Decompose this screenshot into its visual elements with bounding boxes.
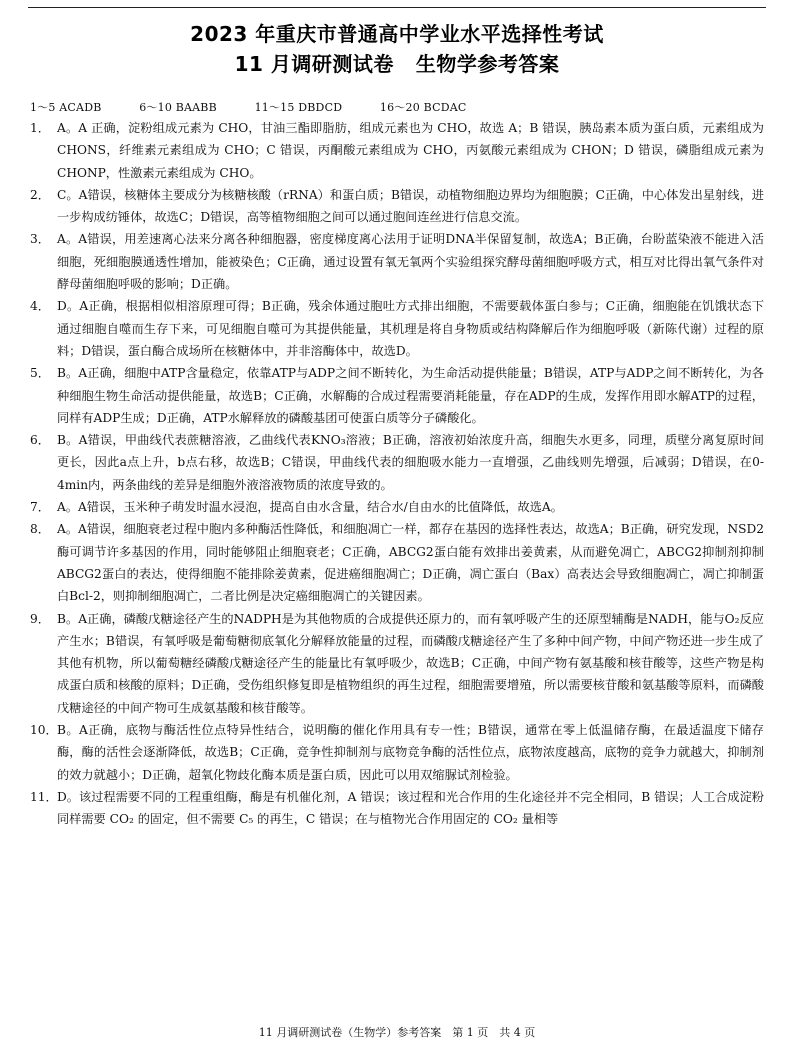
item-number: 8． [30, 522, 50, 537]
answer-item [30, 518, 764, 607]
answer-key-group: 6～10 BAABB [139, 101, 217, 114]
answer-item [30, 608, 764, 719]
item-text: A。A错误，细胞衰老过程中胞内多种酶活性降低，和细胞凋亡一样，都存在基因的选择性表达，故选A；B正确，研究发现，NSD2酶可调节许多基因的作用，同时能够阻止细胞衰老；C正确，ABCG2蛋白能有效排出姜黄素，从而避免凋亡，ABCG2抑制剂抑制ABCG2蛋白的表达，使得细胞不能排除姜黄素，促进癌细胞凋亡；D正确，凋亡蛋白（Bax）高表达会导致细胞凋亡，凋亡抑制蛋白Bcl-2，则抑制细胞凋亡，二者比例是决定癌细胞凋亡的关键因素。 [57, 522, 764, 604]
item-text: D。A正确，根据相似相溶原理可得；B正确，残余体通过胞吐方式排出细胞，不需要载体蛋白参与；C正确，细胞能在饥饿状态下通过细胞自噬而生存下来，可见细胞自噬可为其提供能量，其机理是将自身物质或结构降解后作为细胞呼吸（新陈代谢）过程的原料；D错误，蛋白酶合成场所在核糖体中，并非溶酶体中，故选D。 [57, 299, 764, 358]
exam-subtitle [0, 48, 794, 77]
subtitle-part-2: 生物学参考答案 [415, 52, 560, 76]
item-number: 10． [30, 723, 58, 738]
item-text: B。A正确，底物与酶活性位点特异性结合，说明酶的催化作用具有专一性；B错误，通常在零上低温储存酶，在最适温度下储存酶，酶的活性会逐渐降低，故选B；C正确，竞争性抑制剂与底物竞争酶的活性位点，底物浓度越高，底物的竞争力就越大，抑制剂的效力就越小；D正确，超氧化物歧化酶本质是蛋白质，因此可以用双缩脲试剂检验。 [57, 723, 764, 782]
answer-item [30, 295, 764, 362]
exam-title: 2023 年重庆市普通高中学业水平选择性考试 [190, 22, 604, 46]
item-number: 3． [30, 232, 50, 247]
answer-explanations [30, 117, 764, 831]
top-rule [28, 7, 766, 8]
item-text: C。A错误，核糖体主要成分为核糖核酸（rRNA）和蛋白质；B错误，动植物细胞边界均为细胞膜；C正确，中心体发出星射线，进一步构成纺锤体，故选C；D错误，高等植物细胞之间可以通过胞间连丝进行信息交流。 [57, 187, 764, 225]
answer-key-group: 11～15 DBDCD [254, 101, 343, 114]
subtitle-part-1: 11 月调研测试卷 [234, 52, 394, 76]
item-number: 2． [30, 187, 50, 202]
item-text: A。A错误，用差速离心法来分离各种细胞器，密度梯度离心法用于证明DNA半保留复制，故选A；B正确，台盼蓝染液不能进入活细胞，死细胞膜通透性增加，能被染色；C正确，通过设置有氧无氧两个实验组探究酵母菌细胞呼吸方式，相互对比得出氧气条件对酵母菌细胞呼吸的影响；D正确。 [57, 232, 764, 292]
answer-item [30, 184, 764, 229]
answer-item [30, 496, 764, 518]
page-footer: 11 月调研测试卷（生物学）参考答案 第 1 页 共 4 页 [258, 1026, 536, 1039]
answer-item [30, 429, 764, 496]
answer-key-group: 1～5 ACADB [30, 101, 102, 114]
item-number: 1． [30, 121, 50, 135]
item-text: A。A 正确，淀粉组成元素为 CHO，甘油三酯即脂肪，组成元素也为 CHO，故选 A；B 错误，胰岛素本质为蛋白质，元素组成为 CHONS，纤维素元素组成为 CHO；C 错误，丙酮酸元素组成为 CHO，丙氨酸元素组成为 CHON；D 错误，磷脂组成元素为 CHONP，性激素元素组成为 CHO。 [57, 121, 764, 180]
item-text: B。A正确，细胞中ATP含量稳定，依靠ATP与ADP之间不断转化，为生命活动提供能量；B错误，ATP与ADP之间不断转化，为各种细胞生物生命活动提供能量，故选B；C正确，水解酶的合成过程需要消耗能量，存在ADP的生成，发挥作用即水解ATP的过程，同样有ADP生成；D正确，ATP水解释放的磷酸基团可使蛋白质等分子磷酸化。 [57, 366, 764, 425]
item-number: 7． [30, 500, 50, 515]
item-number: 5． [30, 366, 50, 381]
answer-item [30, 362, 764, 429]
answer-item [30, 117, 764, 184]
answer-key-group: 16～20 BCDAC [379, 101, 467, 114]
answer-key-row [30, 99, 501, 115]
answer-item [30, 719, 764, 786]
item-text: B。A错误，甲曲线代表蔗糖溶液，乙曲线代表KNO₃溶液；B正确，溶液初始浓度升高，细胞失水更多，同理，质壁分离复原时间更长，因此a点上升，b点右移，故选B；C错误，甲曲线代表的细胞吸水能力一直增强，乙曲线则先增强，后减弱；D错误，在0-4min内，两条曲线的差异是细胞外液溶液物质的浓度导致的。 [57, 433, 764, 492]
item-number: 11． [30, 789, 58, 804]
item-number: 9． [30, 611, 50, 626]
answer-item [30, 786, 764, 831]
item-text: A。A错误，玉米种子萌发时温水浸泡，提高自由水含量，结合水/自由水的比值降低，故选A。 [57, 500, 563, 515]
item-text: D。该过程需要不同的工程重组酶，酶是有机催化剂，A 错误；该过程和光合作用的生化途径并不完全相同，B 错误；人工合成淀粉同样需要 CO₂ 的固定，但不需要 C₅ 的再生，C 错误；在与植物光合作用固定的 CO₂ 量相等 [57, 789, 764, 827]
item-number: 4． [30, 299, 50, 314]
answer-item [30, 228, 764, 295]
item-number: 6． [30, 433, 50, 448]
item-text: B。A正确，磷酸戊糖途径产生的NADPH是为其他物质的合成提供还原力的，而有氧呼吸产生的还原型辅酶是NADH，能与O₂反应产生水；B错误，有氧呼吸是葡萄糖彻底氧化分解释放能量的过程，而磷酸戊糖途径产生了多种中间产物，中间产物还进一步生成了其他有机物，所以葡萄糖经磷酸戊糖途径产生的能量比有氧呼吸少，故选B；C正确，中间产物有氨基酸和核苷酸等，这些产物是构成蛋白质和核酸的原料；D正确，受伤组织修复即是植物组织的再生过程，细胞需要增殖，所以需要核苷酸和氨基酸等原料，而磷酸戊糖途径的中间产物可生成氨基酸和核苷酸等。 [57, 611, 764, 715]
